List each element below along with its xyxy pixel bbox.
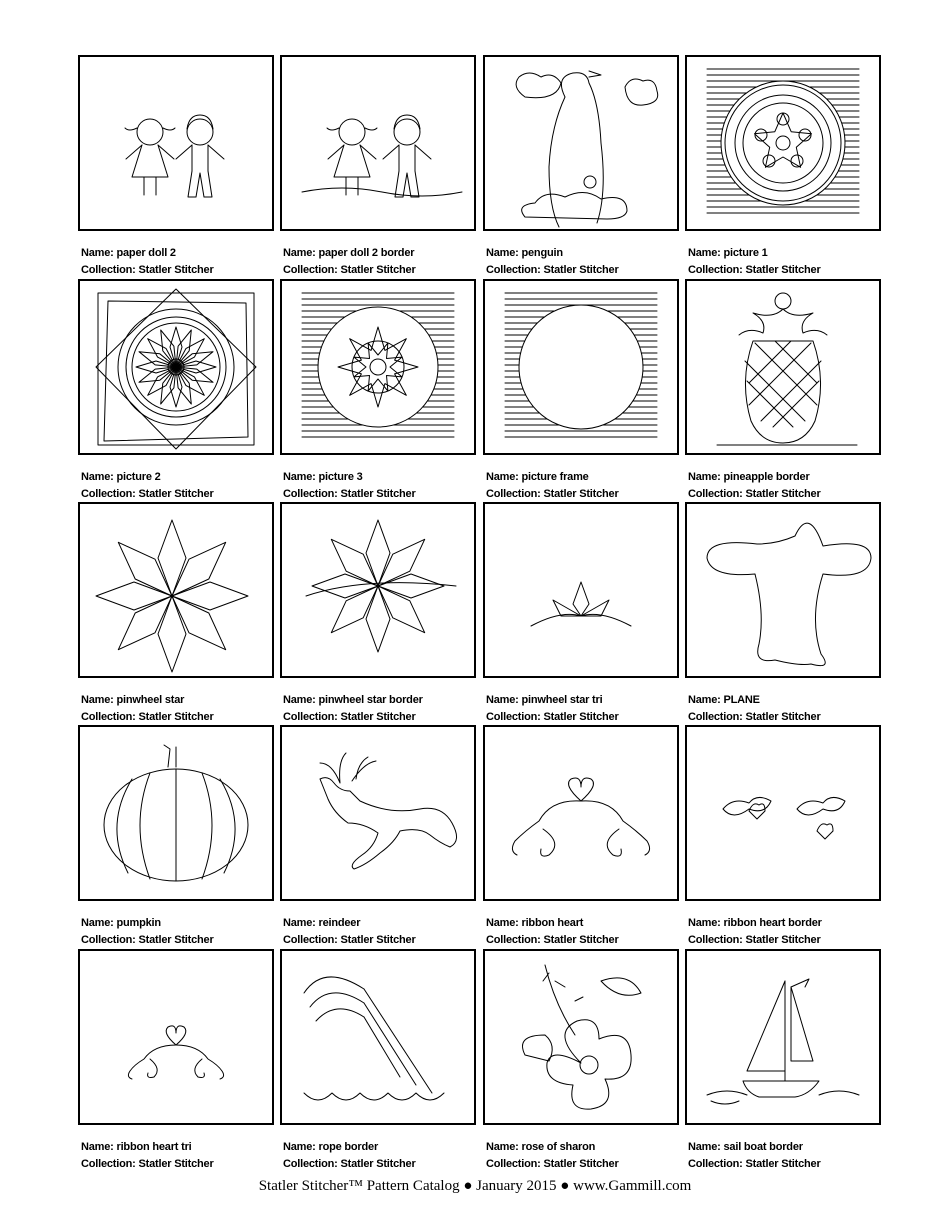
pattern-collection: Statler Stitcher [340, 934, 416, 946]
pattern-name-line: Name: ribbon heart border [688, 917, 822, 929]
rope-border-icon [282, 951, 474, 1123]
name-label: Name [688, 247, 718, 259]
pumpkin-icon [80, 727, 272, 899]
pattern-collection: Statler Stitcher [340, 1158, 416, 1170]
pattern-thumbnail[interactable] [78, 502, 274, 678]
name-label: Name [283, 694, 313, 706]
pattern-name-line: Name: pinwheel star [81, 694, 185, 706]
pattern-name-line: Name: pineapple border [688, 471, 810, 483]
pattern-name: ribbon heart [521, 917, 584, 929]
pattern-name: pinwheel star tri [521, 694, 603, 706]
name-label: Name [486, 917, 516, 929]
paper-doll-border-icon [282, 57, 474, 229]
pattern-name: picture 1 [723, 247, 768, 259]
pattern-thumbnail[interactable] [685, 279, 881, 455]
collection-label: Collection [81, 934, 133, 946]
pattern-name-line: Name: pinwheel star tri [486, 694, 603, 706]
collection-label: Collection [283, 1158, 335, 1170]
pattern-collection-line: Collection: Statler Stitcher [486, 1158, 619, 1170]
pattern-card[interactable] [483, 55, 679, 276]
pattern-thumbnail[interactable] [483, 279, 679, 455]
pattern-thumbnail[interactable] [685, 502, 881, 678]
pattern-meta [81, 1139, 214, 1173]
pattern-meta [486, 469, 619, 503]
pattern-card[interactable] [483, 279, 679, 500]
collection-label: Collection [81, 1158, 133, 1170]
collection-label: Collection [486, 711, 538, 723]
pattern-collection: Statler Stitcher [138, 1158, 214, 1170]
pattern-card[interactable] [685, 502, 881, 723]
pattern-meta [81, 469, 214, 503]
pattern-name-line: Name: picture 2 [81, 471, 161, 483]
plane-icon [687, 504, 879, 676]
pattern-collection: Statler Stitcher [138, 711, 214, 723]
pattern-thumbnail[interactable] [483, 725, 679, 901]
pattern-name: picture 2 [116, 471, 161, 483]
pattern-collection-line: Collection: Statler Stitcher [486, 934, 619, 946]
pattern-collection-line: Collection: Statler Stitcher [486, 711, 619, 723]
ribbon-heart-border-icon [687, 727, 879, 899]
pattern-name: penguin [521, 247, 563, 259]
pattern-name: PLANE [723, 694, 760, 706]
pattern-name-line: Name: sail boat border [688, 1141, 803, 1153]
collection-label: Collection [283, 711, 335, 723]
pattern-card[interactable] [685, 725, 881, 946]
pattern-thumbnail[interactable] [685, 55, 881, 231]
pattern-collection: Statler Stitcher [543, 264, 619, 276]
name-label: Name [283, 247, 313, 259]
pattern-name: picture 3 [318, 471, 363, 483]
name-label: Name [688, 471, 718, 483]
pattern-card[interactable] [78, 279, 274, 500]
pattern-name: pumpkin [116, 917, 161, 929]
pattern-collection-line: Collection: Statler Stitcher [486, 264, 619, 276]
pattern-meta [283, 245, 416, 279]
reindeer-icon [282, 727, 474, 899]
pattern-collection-line: Collection: Statler Stitcher [81, 934, 214, 946]
pattern-collection-line: Collection: Statler Stitcher [688, 264, 821, 276]
pattern-name-line: Name: picture 3 [283, 471, 363, 483]
pattern-name: pineapple border [723, 471, 810, 483]
pattern-thumbnail[interactable] [685, 725, 881, 901]
pattern-collection-line: Collection: Statler Stitcher [283, 488, 416, 500]
pattern-name: rose of sharon [521, 1141, 596, 1153]
pattern-thumbnail[interactable] [685, 949, 881, 1125]
pattern-name: ribbon heart tri [116, 1141, 192, 1153]
pattern-name: picture frame [521, 471, 589, 483]
paper-doll-icon [80, 57, 272, 229]
collection-label: Collection [688, 264, 740, 276]
pattern-thumbnail[interactable] [280, 949, 476, 1125]
pattern-name-line: Name: picture 1 [688, 247, 768, 259]
pattern-name-line: Name: ribbon heart [486, 917, 584, 929]
pinwheel-star-tri-icon [485, 504, 677, 676]
collection-label: Collection [486, 488, 538, 500]
pattern-collection: Statler Stitcher [543, 934, 619, 946]
pattern-name-line: Name: penguin [486, 247, 563, 259]
pattern-card[interactable] [685, 55, 881, 276]
pattern-collection-line: Collection: Statler Stitcher [688, 1158, 821, 1170]
pattern-meta [688, 469, 821, 503]
pattern-name: sail boat border [723, 1141, 803, 1153]
pattern-collection-line: Collection: Statler Stitcher [283, 264, 416, 276]
collection-label: Collection [283, 264, 335, 276]
pattern-collection: Statler Stitcher [543, 711, 619, 723]
pattern-card[interactable] [78, 55, 274, 276]
pattern-meta [486, 245, 619, 279]
collection-label: Collection [486, 1158, 538, 1170]
pattern-collection-line: Collection: Statler Stitcher [688, 711, 821, 723]
pattern-name-line: Name: paper doll 2 [81, 247, 176, 259]
pattern-thumbnail[interactable] [280, 725, 476, 901]
name-label: Name [486, 1141, 516, 1153]
pattern-name: paper doll 2 [116, 247, 176, 259]
pattern-collection: Statler Stitcher [543, 488, 619, 500]
pattern-card[interactable] [483, 949, 679, 1170]
pattern-meta [81, 245, 214, 279]
pattern-thumbnail[interactable] [78, 949, 274, 1125]
collection-label: Collection [81, 711, 133, 723]
pattern-name: pinwheel star [116, 694, 185, 706]
pattern-meta [81, 915, 214, 949]
pattern-meta [688, 692, 821, 726]
name-label: Name [688, 694, 718, 706]
collection-label: Collection [688, 1158, 740, 1170]
pattern-card[interactable] [280, 279, 476, 500]
pattern-collection-line: Collection: Statler Stitcher [688, 488, 821, 500]
pattern-collection: Statler Stitcher [340, 264, 416, 276]
pattern-collection: Statler Stitcher [745, 711, 821, 723]
pattern-name-line: Name: rope border [283, 1141, 379, 1153]
collection-label: Collection [486, 934, 538, 946]
pattern-name-line: Name: paper doll 2 border [283, 247, 415, 259]
pattern-meta [283, 469, 416, 503]
pattern-meta [486, 692, 619, 726]
collection-label: Collection [688, 934, 740, 946]
pattern-collection-line: Collection: Statler Stitcher [81, 1158, 214, 1170]
pattern-meta [688, 1139, 821, 1173]
picture-frame-icon [485, 281, 677, 453]
pattern-card[interactable] [78, 725, 274, 946]
collection-label: Collection [283, 934, 335, 946]
pattern-collection-line: Collection: Statler Stitcher [81, 488, 214, 500]
pattern-collection: Statler Stitcher [745, 488, 821, 500]
pattern-name-line: Name: reindeer [283, 917, 361, 929]
pattern-collection: Statler Stitcher [138, 488, 214, 500]
name-label: Name [81, 247, 111, 259]
pattern-name-line: Name: pinwheel star border [283, 694, 423, 706]
name-label: Name [486, 471, 516, 483]
pattern-meta [283, 1139, 416, 1173]
picture-2-icon [80, 281, 272, 453]
pattern-card[interactable] [280, 725, 476, 946]
pattern-collection: Statler Stitcher [340, 488, 416, 500]
picture-1-icon [687, 57, 879, 229]
pinwheel-star-icon [80, 504, 272, 676]
pattern-card[interactable] [280, 55, 476, 276]
pattern-collection-line: Collection: Statler Stitcher [283, 934, 416, 946]
picture-3-icon [282, 281, 474, 453]
name-label: Name [81, 917, 111, 929]
name-label: Name [81, 471, 111, 483]
pattern-collection-line: Collection: Statler Stitcher [688, 934, 821, 946]
pattern-meta [486, 1139, 619, 1173]
pattern-card[interactable] [78, 949, 274, 1170]
pattern-thumbnail[interactable] [483, 502, 679, 678]
name-label: Name [486, 247, 516, 259]
pattern-meta [283, 915, 416, 949]
pattern-card[interactable] [685, 949, 881, 1170]
pattern-name: ribbon heart border [723, 917, 822, 929]
pattern-name: paper doll 2 border [318, 247, 415, 259]
name-label: Name [688, 917, 718, 929]
pineapple-icon [687, 281, 879, 453]
pattern-meta [688, 915, 822, 949]
ribbon-heart-icon [485, 727, 677, 899]
pattern-name-line: Name: rose of sharon [486, 1141, 596, 1153]
pattern-thumbnail[interactable] [280, 55, 476, 231]
pattern-thumbnail[interactable] [78, 725, 274, 901]
pattern-thumbnail[interactable] [483, 949, 679, 1125]
name-label: Name [283, 471, 313, 483]
name-label: Name [81, 1141, 111, 1153]
collection-label: Collection [81, 264, 133, 276]
pattern-collection: Statler Stitcher [340, 711, 416, 723]
pattern-name: reindeer [318, 917, 361, 929]
pattern-thumbnail[interactable] [280, 279, 476, 455]
pattern-thumbnail[interactable] [280, 502, 476, 678]
pinwheel-star-border-icon [282, 504, 474, 676]
pattern-thumbnail[interactable] [78, 55, 274, 231]
pattern-meta [283, 692, 423, 726]
pattern-collection: Statler Stitcher [745, 934, 821, 946]
pattern-collection: Statler Stitcher [543, 1158, 619, 1170]
name-label: Name [81, 694, 111, 706]
collection-label: Collection [688, 488, 740, 500]
pattern-collection-line: Collection: Statler Stitcher [81, 264, 214, 276]
pattern-meta [486, 915, 619, 949]
pattern-name-line: Name: PLANE [688, 694, 760, 706]
collection-label: Collection [688, 711, 740, 723]
pattern-card[interactable] [280, 502, 476, 723]
pattern-name-line: Name: pumpkin [81, 917, 161, 929]
pattern-thumbnail[interactable] [483, 55, 679, 231]
collection-label: Collection [486, 264, 538, 276]
pattern-collection-line: Collection: Statler Stitcher [283, 1158, 416, 1170]
ribbon-heart-tri-icon [80, 951, 272, 1123]
pattern-card[interactable] [483, 725, 679, 946]
sail-boat-icon [687, 951, 879, 1123]
pattern-meta [688, 245, 821, 279]
name-label: Name [688, 1141, 718, 1153]
pattern-collection-line: Collection: Statler Stitcher [283, 711, 416, 723]
name-label: Name [283, 1141, 313, 1153]
pattern-card[interactable] [483, 502, 679, 723]
pattern-collection-line: Collection: Statler Stitcher [486, 488, 619, 500]
pattern-collection-line: Collection: Statler Stitcher [81, 711, 214, 723]
name-label: Name [283, 917, 313, 929]
collection-label: Collection [283, 488, 335, 500]
pattern-name-line: Name: ribbon heart tri [81, 1141, 192, 1153]
name-label: Name [486, 694, 516, 706]
pattern-collection: Statler Stitcher [745, 264, 821, 276]
pattern-meta [81, 692, 214, 726]
pattern-thumbnail[interactable] [78, 279, 274, 455]
pattern-name: pinwheel star border [318, 694, 423, 706]
pattern-card[interactable] [280, 949, 476, 1170]
pattern-collection: Statler Stitcher [745, 1158, 821, 1170]
page-footer: Statler Stitcher™ Pattern Catalog ● January 2015 ● www.Gammill.com [258, 1178, 692, 1194]
pattern-name-line: Name: picture frame [486, 471, 589, 483]
collection-label: Collection [81, 488, 133, 500]
pattern-name: rope border [318, 1141, 379, 1153]
pattern-card[interactable] [78, 502, 274, 723]
pattern-collection: Statler Stitcher [138, 264, 214, 276]
pattern-card[interactable] [685, 279, 881, 500]
pattern-collection: Statler Stitcher [138, 934, 214, 946]
penguin-icon [485, 57, 677, 229]
rose-of-sharon-icon [485, 951, 677, 1123]
